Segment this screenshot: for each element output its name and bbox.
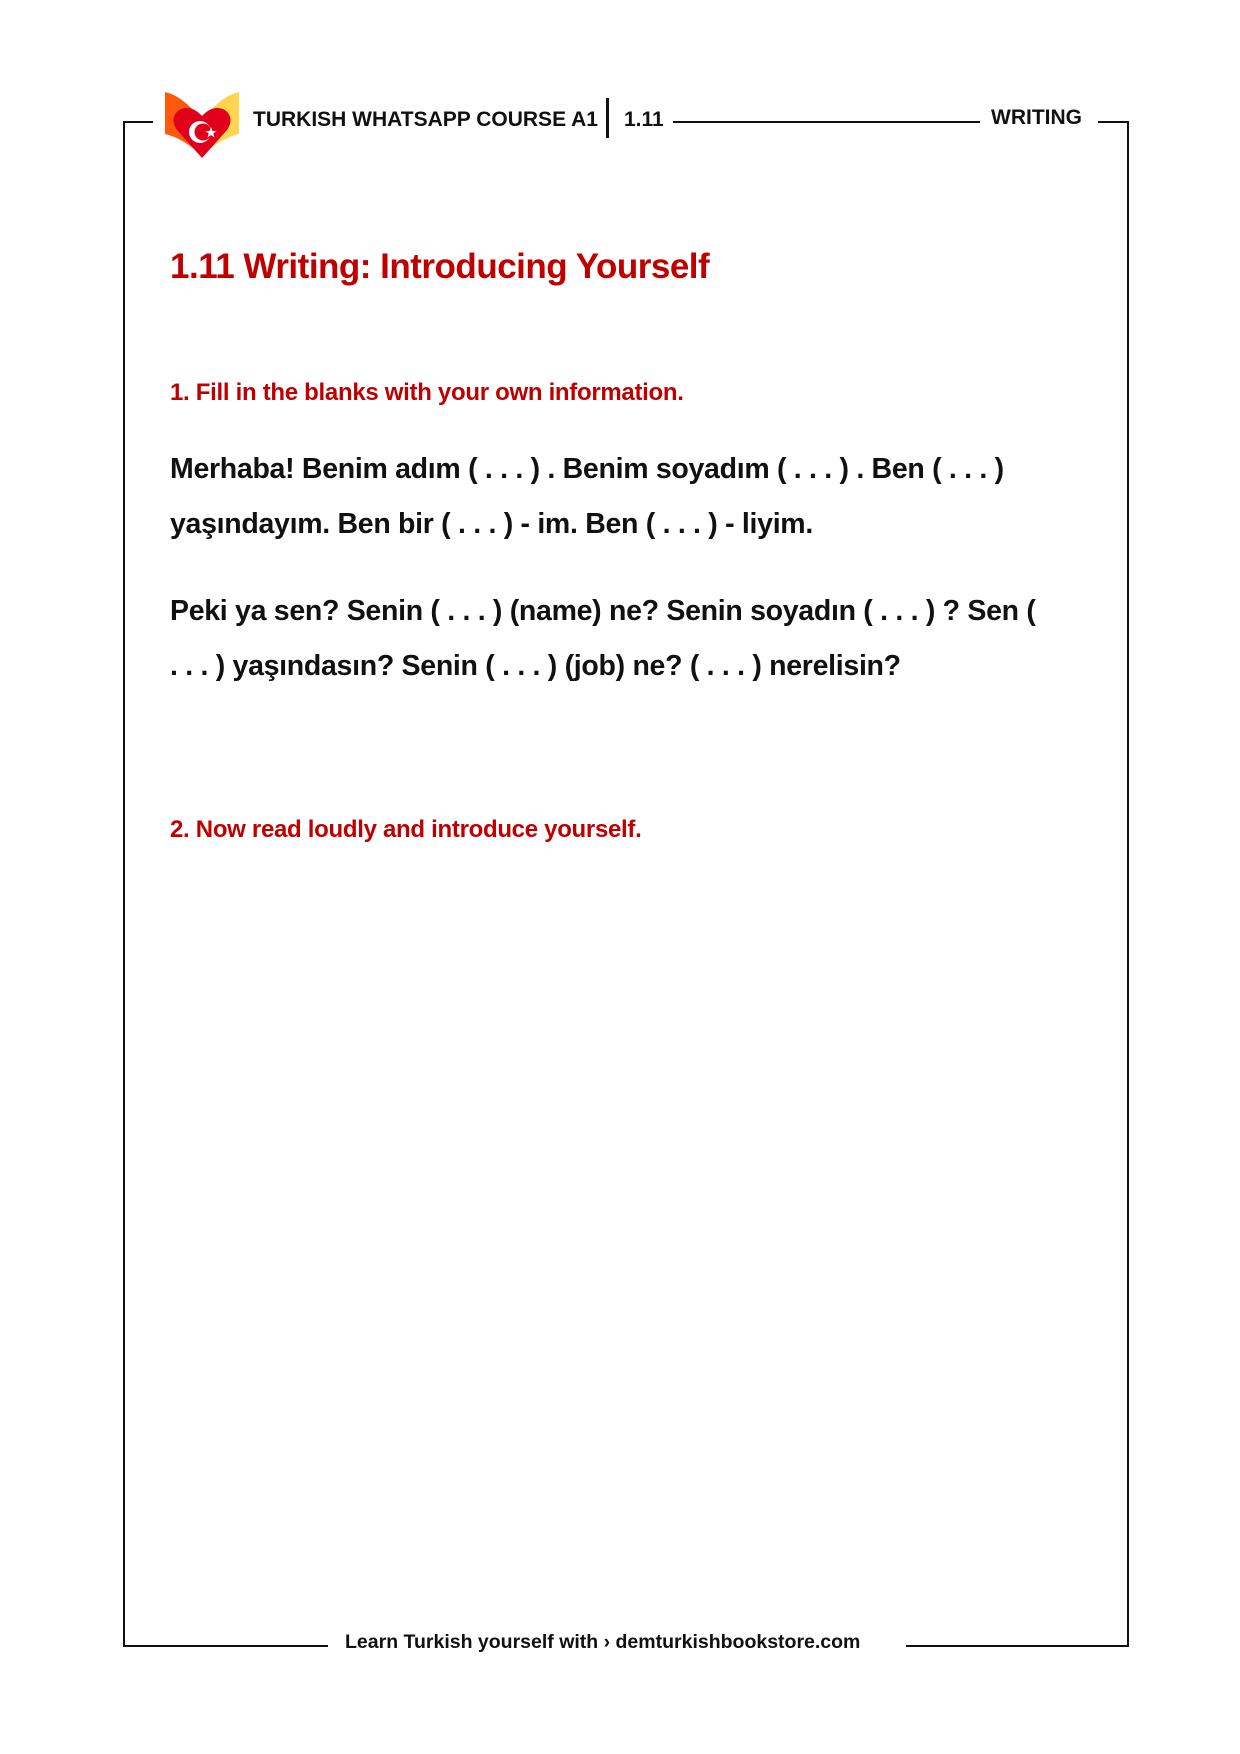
- lesson-number: 1.11: [624, 108, 664, 131]
- course-name: TURKISH WHATSAPP COURSE A1: [253, 108, 598, 131]
- footer-link[interactable]: Learn Turkish yourself with › demturkishbookstore.com: [345, 1631, 861, 1653]
- paragraph-self: Merhaba! Benim adım ( . . . ) . Benim soyadım ( . . . ) . Ben ( . . . ) yaşındayım. Ben bir ( . . . ) - im. Ben ( . . . ) - liyim.: [170, 453, 1004, 540]
- page-title: 1.11 Writing: Introducing Yourself: [170, 247, 710, 286]
- frame-top-left: [123, 121, 153, 123]
- frame-bottom-left: [123, 1645, 328, 1647]
- frame-bottom-right: [906, 1645, 1129, 1647]
- paragraph-questions: Peki ya sen? Senin ( . . . ) (name) ne? Senin soyadın ( . . . ) ? Sen ( . . . ) yaşındasın? Senin ( . . . ) (job) ne? ( . . . ) nerelisin?: [170, 595, 1036, 682]
- book-heart-turkish-flag-icon: [163, 90, 241, 160]
- instruction-2: 2. Now read loudly and introduce yourself.: [170, 816, 642, 843]
- frame-right: [1127, 121, 1129, 1647]
- header-divider: [606, 98, 609, 138]
- instruction-1: 1. Fill in the blanks with your own information.: [170, 379, 684, 406]
- frame-top-mid: [673, 121, 980, 123]
- frame-top-right: [1098, 121, 1129, 123]
- frame-left: [123, 121, 125, 1647]
- section-label: WRITING: [991, 106, 1082, 129]
